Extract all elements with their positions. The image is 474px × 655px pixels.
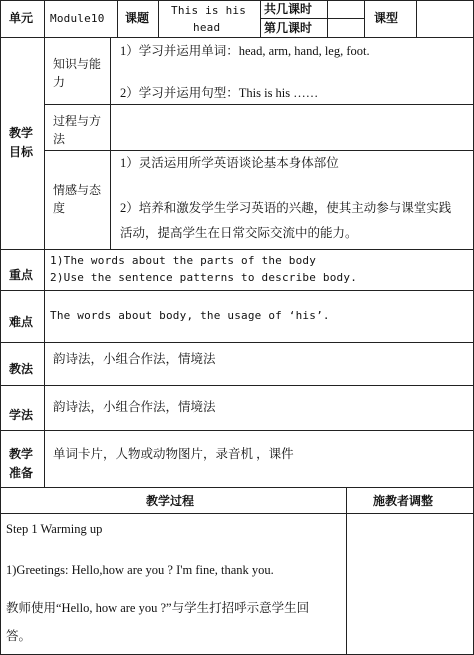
process-header: 教学过程 [146,494,195,508]
topic-label: 课题 [125,11,150,25]
topic-value-line1: This is his [171,4,247,17]
header-sub-line [260,18,364,19]
knowledge-label-line2: 力 [53,75,66,89]
knowledge-item-1: 1）学习并运用单词：head, arm, hand, leg, foot. [120,44,370,58]
difficult-points-label: 难点 [9,315,34,329]
periods-col-right [327,0,328,37]
topic-value-col-right [260,0,261,37]
process-bottom-line [44,150,474,151]
border-top [0,0,474,1]
step1-title: Step 1 Warming up [6,522,103,536]
objectives-label-line1: 教学 [9,126,34,140]
emotion-label-line1: 情感与态 [53,183,102,197]
objectives-bottom-line [0,249,474,250]
lesson-type-col-right [416,0,417,37]
knowledge-item-2: 2）学习并运用句型：This is his …… [120,86,319,100]
teacher-line-2: 答。 [6,629,32,643]
prep-bottom-line [0,487,474,488]
learning-method-label: 学法 [9,408,34,422]
teach-method-bottom-line [0,385,474,386]
key-points-label: 重点 [9,268,34,282]
emotion-item-2-line2: 活动，提高学生在日常交际交流中的能力。 [120,226,358,240]
unit-label: 单元 [9,11,34,25]
header-bottom-line [0,37,474,38]
process-label-line2: 法 [53,132,66,146]
knowledge-bottom-line [44,104,474,105]
unit-value: Module10 [50,12,105,25]
difficult-points-text: The words about body, the usage of ‘his’. [50,309,330,322]
teacher-line-1: 教师使用“Hello, how are you ?”与学生打招呼示意学生回 [6,601,310,615]
topic-value-line2: head [193,21,221,34]
border-left [0,0,1,655]
emotion-item-1: 1）灵活运用所学英语谈论基本身体部位 [120,156,339,170]
process-label-line1: 过程与方 [53,114,102,128]
difficult-bottom-line [0,342,474,343]
preparation-label-line2: 准备 [9,466,34,480]
knowledge-label-line1: 知识与能 [53,57,102,71]
preparation-text: 单词卡片，人物或动物图片，录音机 ，课件 [53,447,294,461]
key-points-line1: 1)The words about the parts of the body [50,254,317,267]
emotion-label-line2: 度 [53,201,66,215]
topic-label-col-right [158,0,159,37]
greeting-line: 1)Greetings: Hello,how are you ? I'm fine, thank you. [6,563,274,577]
emotion-item-2-line1: 2）培养和激发学生学习英语的兴趣，使其主动参与课堂实践 [120,201,452,215]
teaching-method-label: 教法 [9,362,34,376]
total-periods-label: 共几课时 [264,2,313,16]
lesson-type-label: 课型 [374,11,399,25]
adjust-col-line [346,487,347,655]
sublabel-col-right [110,37,111,249]
periods-value-col-right [364,0,365,37]
module-col-right [117,0,118,37]
preparation-label-line1: 教学 [9,447,34,461]
keypoints-bottom-line [0,290,474,291]
key-points-line2: 2)Use the sentence patterns to describe body. [50,271,358,284]
adjust-header: 施教者调整 [373,494,434,508]
label-column-line [44,0,45,487]
learning-method-text: 韵诗法，小组合作法，情境法 [53,400,216,414]
teaching-method-text: 韵诗法，小组合作法，情境法 [53,352,216,366]
process-header-bottom-line [0,513,474,514]
learn-method-bottom-line [0,430,474,431]
objectives-label-line2: 目标 [9,145,34,159]
period-no-label: 第几课时 [264,21,313,35]
